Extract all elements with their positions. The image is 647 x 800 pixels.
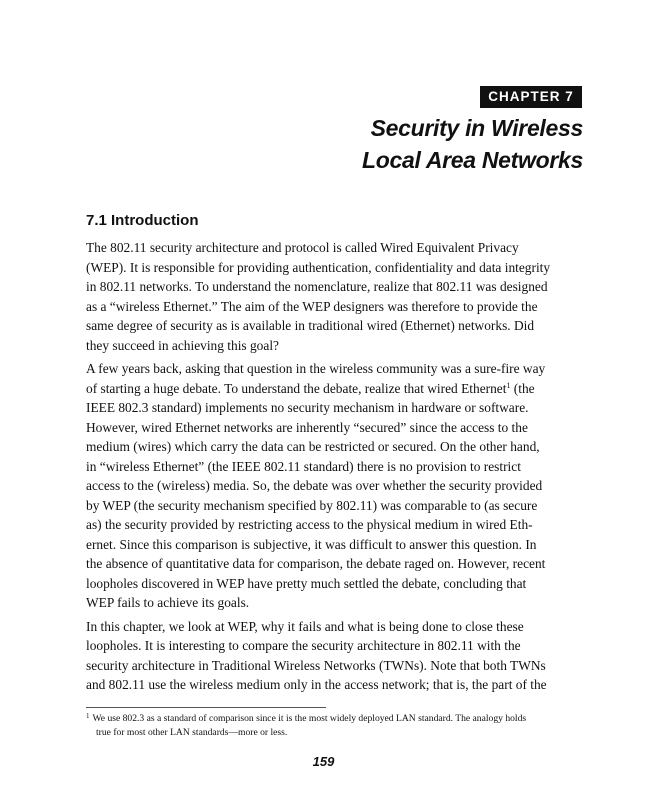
- text-fragment: of starting a huge debate. To understand the debate, realize that wired Ethernet: [86, 380, 507, 396]
- page-number: 159: [312, 754, 335, 769]
- chapter-title-line: Local Area Networks: [362, 147, 583, 173]
- text-fragment: We use 802.3 as a standard of comparison since it is the most widely deployed LAN standard. The analogy holds: [92, 713, 527, 724]
- text-line: access to the (wireless) media. So, the debate was over whether the security provided: [86, 478, 543, 493]
- text-line: and 802.11 use the wireless medium only in the access network; that is, the part of the: [86, 677, 547, 692]
- text-line: they succeed in achieving this goal?: [86, 337, 279, 353]
- text-line: as) the security provided by restricting access to the physical medium in wired Eth-: [86, 517, 533, 532]
- footnote-line: true for most other LAN standards—more or less.: [96, 727, 288, 738]
- text-line: in “wireless Ethernet” (the IEEE 802.11 standard) there is no provision to restrict: [86, 458, 521, 474]
- section-heading: 7.1 Introduction: [86, 212, 199, 229]
- text-line: A few years back, asking that question in the wireless community was a sure-fire way: [86, 361, 546, 376]
- text-line: (WEP). It is responsible for providing authentication, confidentiality and data integrity: [86, 259, 551, 275]
- text-line: The 802.11 security architecture and protocol is called Wired Equivalent Privacy: [86, 240, 519, 255]
- text-line: In this chapter, we look at WEP, why it fails and what is being done to close these: [86, 618, 524, 634]
- text-line: in 802.11 networks. To understand the nomenclature, realize that 802.11 was designed: [86, 279, 548, 294]
- footnote-marker: 1: [86, 712, 90, 720]
- paragraph: [86, 359, 591, 613]
- text-line: by WEP (the security mechanism specified by 802.11) was comparable to (as secure: [86, 497, 538, 513]
- text-line: the absence of quantitative data for comparison, the debate raged on. However, recent: [86, 556, 546, 571]
- paragraph: [86, 238, 591, 355]
- paragraph: [86, 617, 591, 695]
- text-line: ernet. Since this comparison is subjective, it was difficult to answer this question. In: [86, 536, 537, 552]
- text-line: same degree of security as is available in traditional wired (Ethernet) networks. Did: [86, 318, 535, 333]
- text-fragment: (the: [510, 380, 535, 396]
- text-line: [86, 379, 591, 399]
- chapter-title: [253, 112, 583, 176]
- text-line: security architecture in Traditional Wireless Networks (TWNs). Note that both TWNs: [86, 657, 546, 673]
- text-line: loopholes discovered in WEP have pretty much settled the debate, concluding that: [86, 575, 527, 591]
- footnote-line: [86, 712, 591, 726]
- body-text: [86, 238, 591, 699]
- chapter-label: CHAPTER 7: [480, 86, 582, 108]
- footnote-reference[interactable]: 1: [506, 380, 511, 390]
- text-line: medium (wires) which carry the data can be restricted or secured. On the other hand,: [86, 439, 540, 454]
- footnote-divider: [86, 707, 326, 708]
- text-line: However, wired Ethernet networks are inherently “secured” since the access to the: [86, 419, 528, 435]
- text-line: WEP fails to achieve its goals.: [86, 595, 250, 610]
- text-line: as a “wireless Ethernet.” The aim of the WEP designers was therefore to provide the: [86, 298, 538, 314]
- footnote: [86, 712, 591, 740]
- text-line: IEEE 802.3 standard) implements no security mechanism in hardware or software.: [86, 400, 529, 415]
- text-line: loopholes. It is interesting to compare the security architecture in 802.11 with the: [86, 638, 521, 653]
- chapter-title-line: Security in Wireless: [370, 115, 583, 141]
